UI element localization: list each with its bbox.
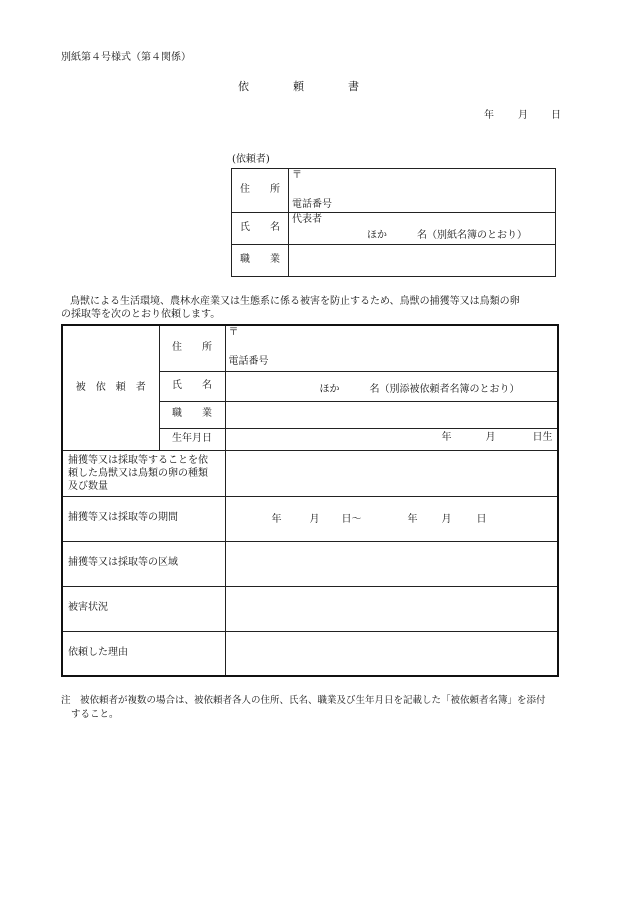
reason-cell[interactable] <box>225 631 558 676</box>
requestee-name-cell[interactable] <box>225 371 558 401</box>
species-label <box>62 450 225 496</box>
period-label: 捕獲等又は採取等の期間 <box>62 496 225 541</box>
requester-address-label: 住 所 <box>232 169 289 213</box>
species-label-line1: 捕獲等又は採取等することを依 <box>68 454 208 466</box>
requester-table <box>231 168 556 277</box>
reason-label: 依頼した理由 <box>62 631 225 676</box>
representative-label: 代表者 <box>292 214 322 225</box>
birth-year: 年 <box>441 431 452 443</box>
birth-month: 月 <box>485 431 496 443</box>
area-label: 捕獲等又は採取等の区域 <box>62 541 225 586</box>
requester-section-label: (依頼者) <box>232 154 270 165</box>
requestee-others-note: ほか 名（別添被依頼者名簿のとおり） <box>319 383 520 395</box>
date-year: 年 <box>484 110 494 121</box>
form-number: 別紙第４号様式（第４関係） <box>61 52 191 63</box>
requestee-occupation-label: 職 業 <box>159 401 225 428</box>
requestee-phone-label: 電話番号 <box>228 356 269 367</box>
requester-address-cell[interactable] <box>289 169 556 213</box>
requestee-postal-mark: 〒 <box>228 327 239 338</box>
period-from-month: 月 <box>309 513 320 525</box>
page-title: 依 頼 書 <box>238 80 359 93</box>
period-to-month: 月 <box>441 513 452 525</box>
requestee-birth-cell[interactable] <box>225 428 558 450</box>
damage-label: 被害状況 <box>62 586 225 631</box>
requestee-address-cell[interactable] <box>225 325 558 371</box>
requestee-occupation-cell[interactable] <box>225 401 558 428</box>
requester-others-note: ほか 名（別紙名簿のとおり） <box>367 230 527 241</box>
species-label-line3: 及び数量 <box>68 480 108 492</box>
requester-occupation-label: 職 業 <box>232 245 289 277</box>
date-month: 月 <box>518 110 528 121</box>
requester-name-cell[interactable] <box>289 213 556 245</box>
damage-cell[interactable] <box>225 586 558 631</box>
period-cell[interactable] <box>225 496 558 541</box>
intro-text-line2: の採取等を次のとおり依頼します。 <box>61 309 221 320</box>
postal-mark: 〒 <box>292 170 302 181</box>
species-cell[interactable] <box>225 450 558 496</box>
requestee-address-label: 住 所 <box>159 325 225 371</box>
note-line1: 注 被依頼者が複数の場合は、被依頼者各人の住所、氏名、職業及び生年月日を記載した「被依頼者名簿」を添付 <box>61 695 546 706</box>
intro-text-line1: 鳥獣による生活環境、農林水産業又は生態系に係る被害を防止するため、鳥獣の捕獲等又は鳥類の卵 <box>70 296 520 307</box>
period-to-year: 年 <box>407 513 418 525</box>
period-from-day: 日～ <box>341 513 362 525</box>
date-day: 日 <box>551 110 561 121</box>
phone-label: 電話番号 <box>292 199 332 210</box>
requestee-label: 被 依 頼 者 <box>62 325 159 450</box>
requester-occupation-cell[interactable] <box>289 245 556 277</box>
note-line2: すること。 <box>71 709 119 720</box>
requestee-birth-label: 生年月日 <box>159 428 225 450</box>
birth-day: 日生 <box>532 431 553 443</box>
requester-name-label: 氏 名 <box>232 213 289 245</box>
period-to-day: 日 <box>476 513 487 525</box>
period-from-year: 年 <box>271 513 282 525</box>
request-details-table <box>61 324 559 677</box>
requestee-name-label: 氏 名 <box>159 371 225 401</box>
species-label-line2: 頼した鳥獣又は鳥類の卵の種類 <box>68 467 208 479</box>
area-cell[interactable] <box>225 541 558 586</box>
